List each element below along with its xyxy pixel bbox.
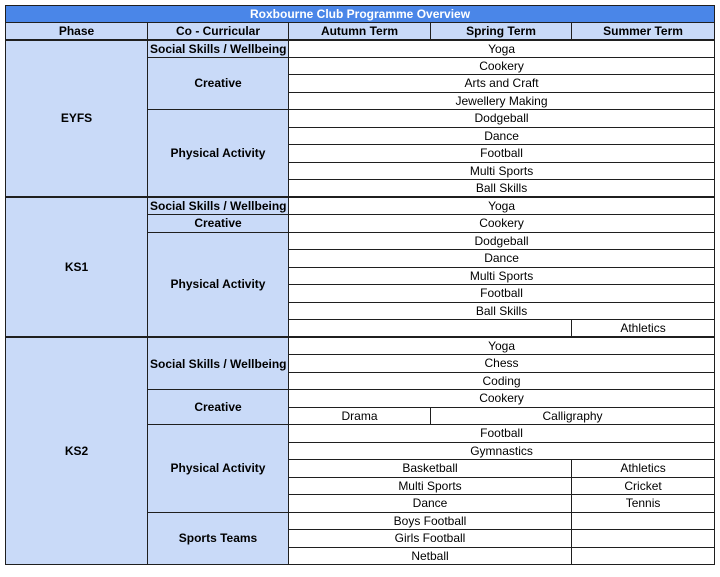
activity-cell: Athletics <box>572 320 715 338</box>
phase-eyfs: EYFS <box>6 40 148 198</box>
programme-table <box>5 5 715 565</box>
activity-cell: Gymnastics <box>289 442 715 460</box>
activity-cell: Girls Football <box>289 530 572 548</box>
activity-cell: Dance <box>289 495 572 513</box>
category-sports-teams: Sports Teams <box>148 512 289 565</box>
activity-cell: Cookery <box>289 215 715 233</box>
activity-cell: Jewellery Making <box>289 92 715 110</box>
activity-cell: Dance <box>289 127 715 145</box>
activity-cell: Dodgeball <box>289 232 715 250</box>
phase-ks2: KS2 <box>6 337 148 565</box>
activity-cell: Multi Sports <box>289 267 715 285</box>
activity-cell: Yoga <box>289 337 715 355</box>
activity-cell: Calligraphy <box>431 407 715 425</box>
programme-overview <box>5 5 715 565</box>
table-title: Roxbourne Club Programme Overview <box>6 6 715 23</box>
activity-cell: Basketball <box>289 460 572 478</box>
category-physical-activity: Physical Activity <box>148 232 289 337</box>
category-creative: Creative <box>148 390 289 425</box>
phase-ks1: KS1 <box>6 197 148 337</box>
activity-cell: Football <box>289 145 715 163</box>
activity-cell: Arts and Craft <box>289 75 715 93</box>
category-social-skills: Social Skills / Wellbeing <box>148 337 289 390</box>
activity-cell: Football <box>289 285 715 303</box>
category-physical-activity: Physical Activity <box>148 110 289 198</box>
category-physical-activity: Physical Activity <box>148 425 289 513</box>
empty-cell <box>289 320 572 338</box>
activity-cell: Multi Sports <box>289 477 572 495</box>
activity-cell: Coding <box>289 372 715 390</box>
activity-cell: Ball Skills <box>289 180 715 198</box>
activity-cell: Yoga <box>289 40 715 58</box>
empty-cell <box>572 530 715 548</box>
empty-cell <box>572 547 715 565</box>
activity-cell: Cricket <box>572 477 715 495</box>
activity-cell: Tennis <box>572 495 715 513</box>
activity-cell: Multi Sports <box>289 162 715 180</box>
activity-cell: Chess <box>289 355 715 373</box>
activity-cell: Netball <box>289 547 572 565</box>
activity-cell: Cookery <box>289 390 715 408</box>
header-co-curricular: Co - Curricular <box>148 23 289 40</box>
category-creative: Creative <box>148 215 289 233</box>
activity-cell: Dance <box>289 250 715 268</box>
header-autumn-term: Autumn Term <box>289 23 431 40</box>
activity-cell: Athletics <box>572 460 715 478</box>
activity-cell: Dodgeball <box>289 110 715 128</box>
empty-cell <box>572 512 715 530</box>
category-social-skills: Social Skills / Wellbeing <box>148 197 289 215</box>
activity-cell: Boys Football <box>289 512 572 530</box>
header-phase: Phase <box>6 23 148 40</box>
activity-cell: Ball Skills <box>289 302 715 320</box>
header-spring-term: Spring Term <box>431 23 572 40</box>
category-social-skills: Social Skills / Wellbeing <box>148 40 289 58</box>
activity-cell: Cookery <box>289 57 715 75</box>
activity-cell: Drama <box>289 407 431 425</box>
header-summer-term: Summer Term <box>572 23 715 40</box>
activity-cell: Football <box>289 425 715 443</box>
activity-cell: Yoga <box>289 197 715 215</box>
category-creative: Creative <box>148 57 289 110</box>
